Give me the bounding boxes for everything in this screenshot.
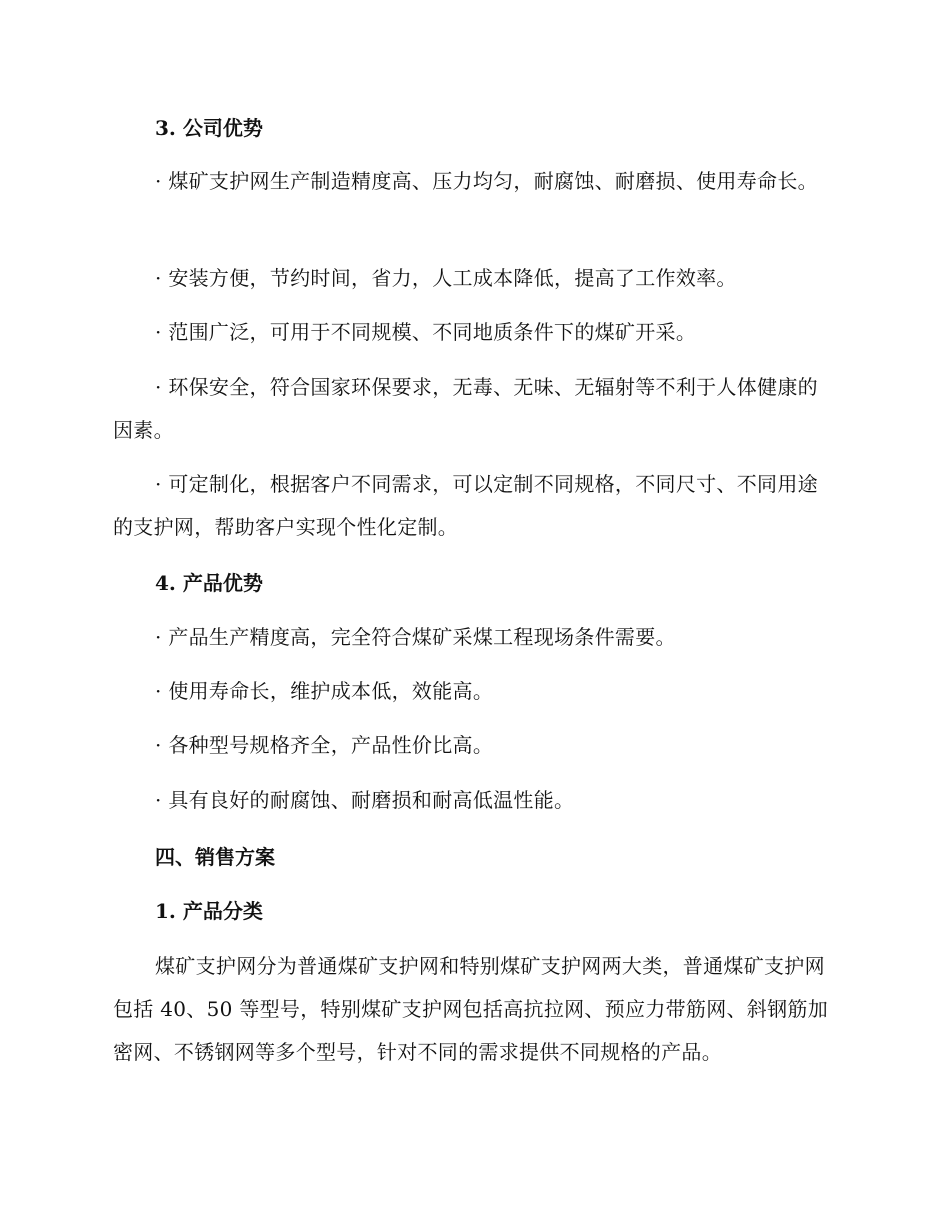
company-advantage-item: · 范围广泛，可用于不同规模、不同地质条件下的煤矿开采。	[155, 320, 697, 344]
company-advantage-item: · 安装方便，节约时间，省力，人工成本降低，提高了工作效率。	[155, 266, 737, 290]
product-advantage-item: · 具有良好的耐腐蚀、耐磨损和耐高低温性能。	[155, 788, 575, 812]
company-advantage-item: · 环保安全，符合国家环保要求，无毒、无味、无辐射等不利于人体健康的因素。	[113, 375, 818, 442]
section-heading-company-advantages: 3. 公司优势	[155, 116, 263, 140]
section-heading-product-advantages: 4. 产品优势	[155, 571, 263, 595]
product-advantage-item: · 产品生产精度高，完全符合煤矿采煤工程现场条件需要。	[155, 625, 676, 649]
subsection-heading-product-classification: 1. 产品分类	[155, 899, 263, 923]
product-advantage-item: · 使用寿命长，维护成本低，效能高。	[155, 679, 494, 703]
product-classification-paragraph: 煤矿支护网分为普通煤矿支护网和特别煤矿支护网两大类，普通煤矿支护网包括 40、50 等型号，特别煤矿支护网包括高抗拉网、预应力带筋网、斜钢筋加密网、不锈钢网等多个型号，针对不同的需求提供不同规格的产品。	[113, 954, 829, 1064]
company-advantage-item: · 煤矿支护网生产制造精度高、压力均匀，耐腐蚀、耐磨损、使用寿命长。	[155, 169, 818, 193]
product-advantage-item: · 各种型号规格齐全，产品性价比高。	[155, 733, 494, 757]
section-heading-sales-plan: 四、销售方案	[155, 845, 275, 869]
company-advantage-item: · 可定制化，根据客户不同需求，可以定制不同规格，不同尺寸、不同用途的支护网，帮助客户实现个性化定制。	[113, 472, 818, 539]
